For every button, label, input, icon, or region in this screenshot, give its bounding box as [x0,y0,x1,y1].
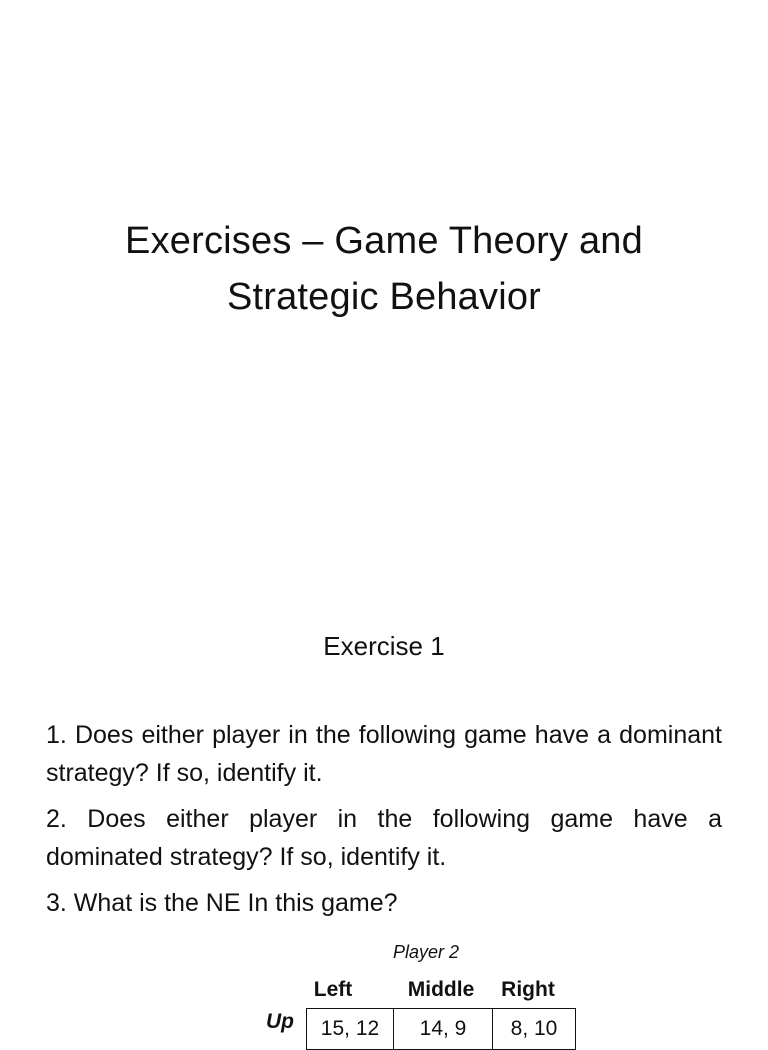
payoff-cell: 8, 10 [493,1009,576,1050]
row-label-up: Up [266,1010,294,1033]
question-list [46,716,722,930]
exercise-heading: Exercise 1 [323,631,445,661]
column-header-left: Left [313,978,353,1001]
table-row [307,1009,576,1050]
slide-title-line-2: Strategic Behavior [226,276,542,319]
slide-title-line-1: Exercises – Game Theory and [125,220,643,263]
player-2-label: Player 2 [392,942,460,962]
column-header-right: Right [501,978,555,1001]
column-header-middle: Middle [407,978,475,1001]
question-1: 1. Does either player in the following game have a dominant strategy? If so, identify it. [46,721,722,787]
question-2: 2. Does either player in the following game have a dominated strategy? If so, identify it. [46,805,722,871]
payoff-cell: 15, 12 [307,1009,394,1050]
payoff-cell: 14, 9 [394,1009,493,1050]
slide-title [60,213,708,325]
payoff-table [306,1008,576,1050]
question-3: 3. What is the NE In this game? [46,889,398,917]
